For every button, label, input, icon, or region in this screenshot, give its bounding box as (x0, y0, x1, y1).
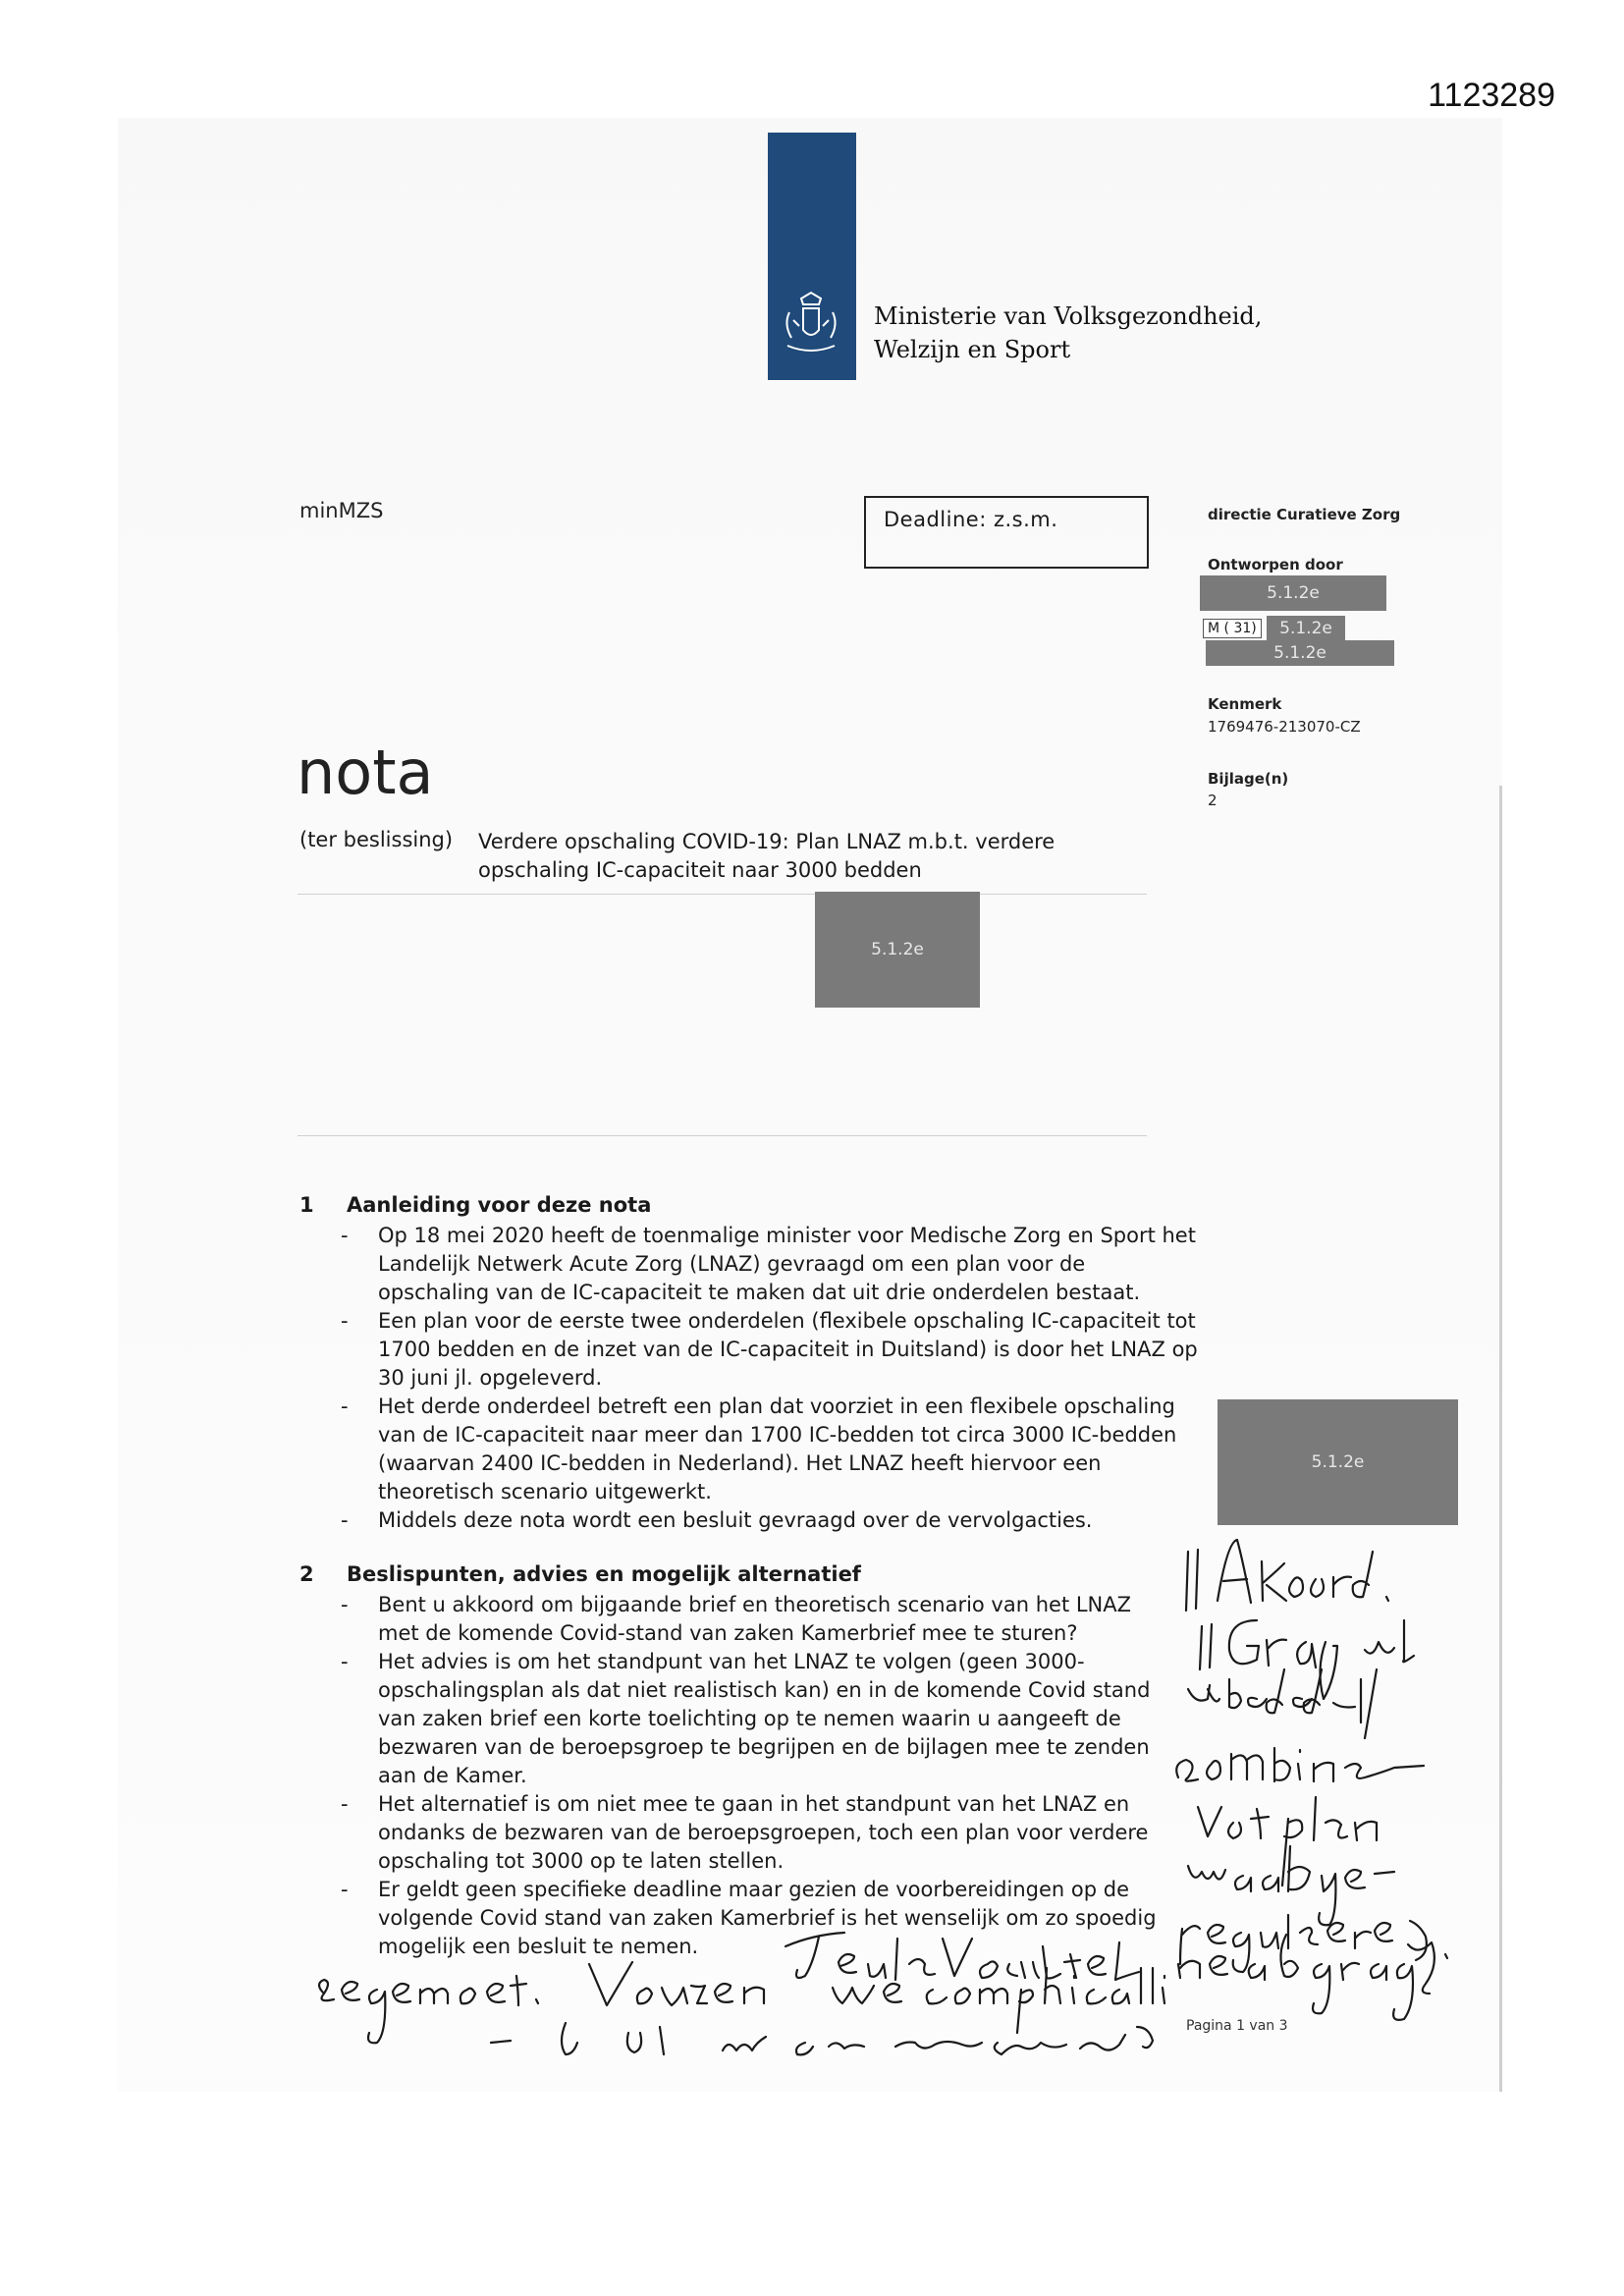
addressee: minMZS (299, 499, 384, 522)
divider (298, 1135, 1147, 1136)
ministry-name (874, 300, 1262, 366)
ministry-name-line2: Welzijn en Sport (874, 336, 1071, 363)
designed-by-label: Ontworpen door (1208, 556, 1343, 574)
subject-text: Verdere opschaling COVID-19: Plan LNAZ m.b.t. verdere opschaling IC-capaciteit naar 3000 bedden (478, 830, 1056, 882)
decision-type: (ter beslissing) (299, 828, 454, 851)
redaction-block: 5.1.2e (1218, 1399, 1458, 1525)
handwritten-annotation-bottom (295, 1925, 1424, 2072)
ministry-name-line1: Ministerie van Volksgezondheid, (874, 302, 1263, 330)
bijlage-label: Bijlage(n) (1208, 770, 1289, 788)
bijlage-value: 2 (1208, 792, 1218, 809)
document-number: 1123289 (1428, 77, 1555, 114)
list-item: - Bent u akkoord om bijgaande brief en theoretisch scenario van het LNAZ met de komende Covid-stand van zaken Kamerbrief mee te sturen? (337, 1591, 1171, 1648)
redaction-block: 5.1.2e (1206, 640, 1394, 666)
scan-edge-line (1499, 786, 1502, 2092)
list-item: - Het derde onderdeel betreft een plan dat voorziet in een flexibele opschaling van de IC-capaciteit naar meer dan 1700 IC-bedden tot circa 3000 IC-bedden (waarvan 2400 IC-bedden in Nederland). Het LNAZ heeft hiervoor een theoretisch scenario uitgewerkt. (337, 1393, 1201, 1506)
list-item: - Een plan voor de eerste twee onderdelen (flexibele opschaling IC-capaciteit tot 1700 bedden en de inzet van de IC-capaciteit in Duitsland) is door het LNAZ op 30 juni jl. opgeleverd. (337, 1307, 1201, 1393)
list-item: - Het alternatief is om niet mee te gaan in het standpunt van het LNAZ en ondanks de bezwaren van de beroepsgroepen, toch een plan voor verdere opschaling tot 3000 op te laten stellen. (337, 1790, 1171, 1876)
section-title: Aanleiding voor deze nota (347, 1193, 652, 1217)
directorate-label: directie Curatieve Zorg (1208, 506, 1401, 523)
phone-prefix: M ( 31) (1203, 619, 1262, 638)
list-item: - Middels deze nota wordt een besluit gevraagd over de vervolgacties. (337, 1506, 1201, 1535)
redaction-block: 5.1.2e (1267, 616, 1345, 641)
deadline-box: Deadline: z.s.m. (864, 496, 1149, 569)
section-number: 2 (299, 1562, 314, 1586)
section-number: 1 (299, 1193, 314, 1217)
page-title: nota (297, 737, 434, 808)
redaction-block: 5.1.2e (815, 892, 980, 1008)
kenmerk-value: 1769476-213070-CZ (1208, 718, 1361, 736)
coat-of-arms-icon (780, 291, 842, 357)
list-item: - Het advies is om het standpunt van het LNAZ te volgen (geen 3000-opschalingsplan als dat niet realistisch kan) en in de komende Covid stand van zaken brief een korte toelichting op te nemen waarin u aangeeft de bezwaren van de beroepsgroep te begrijpen en de bijlagen mee te zenden aan de Kamer. (337, 1648, 1171, 1790)
section-bullets (337, 1222, 1201, 1535)
kenmerk-label: Kenmerk (1208, 695, 1282, 713)
section-title: Beslispunten, advies en mogelijk alternatief (347, 1562, 861, 1586)
redaction-block: 5.1.2e (1200, 575, 1386, 611)
page-footer: Pagina 1 van 3 (1186, 2018, 1288, 2034)
list-item: - Op 18 mei 2020 heeft de toenmalige minister voor Medische Zorg en Sport het Landelijk Netwerk Acute Zorg (LNAZ) gevraagd om een plan voor de opschaling van de IC-capaciteit te maken dat uit drie onderdelen bestaat. (337, 1222, 1201, 1307)
divider (298, 894, 1147, 895)
section-bullets (337, 1591, 1171, 1961)
list-item: - Er geldt geen specifieke deadline maar gezien de voorbereidingen op de volgende Covid stand van zaken Kamerbrief is het wenselijk om zo spoedig mogelijk een besluit te nemen. (337, 1876, 1171, 1961)
